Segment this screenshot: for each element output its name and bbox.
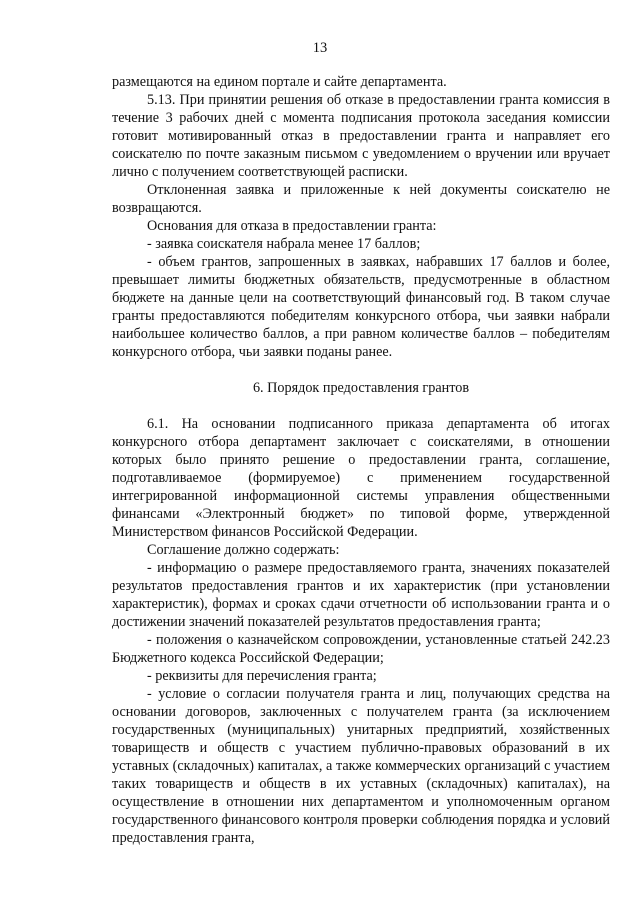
list-item: - заявка соискателя набрала менее 17 баллов; [147,236,421,252]
list-item: - условие о согласии получателя гранта и лиц, получающих средства на основании договоров, заключенных с получателем гранта (за исключением государственных (муниципальных) унитарных предприятий, хозяйственных товариществ и обществ с участием публично-правовых образований в их уставных (складочных) капиталах, а также коммерческих организаций с участием таких товариществ и обществ в их уставных (складочных) капиталах), на осуществление в отношении них департаментом и уполномоченным органом государственного финансового контроля проверки соблюдения порядка и условий предоставления гранта, [112,686,610,846]
paragraph: Основания для отказа в предоставлении гранта: [147,218,437,234]
paragraph: Отклоненная заявка и приложенные к ней документы соискателю не возвращаются. [112,182,610,216]
list-item: - информацию о размере предоставляемого гранта, значениях показателей результатов предоставления грантов и их характеристик (при установлении характеристик), формах и сроках сдачи отчетности об использовании гранта и о достижении значений показателей результатов предоставления гранта; [112,560,610,630]
section-heading: 6. Порядок предоставления грантов [252,380,470,396]
page-number: 13 [312,40,328,56]
list-item: - реквизиты для перечисления гранта; [147,668,377,684]
paragraph: 6.1. На основании подписанного приказа департамента об итогах конкурсного отбора департамент заключает с соискателями, в отношении которых было принято решение о предоставлении гранта, соглашение, подготавливаемое (формируемое) с применением государственной интегрированной информационной системы управления общественными финансами «Электронный бюджет» по типовой форме, утвержденной Министерством финансов Российской Федерации. [112,416,610,540]
list-item: - положения о казначейском сопровождении, установленные статьей 242.23 Бюджетного кодекса Российской Федерации; [112,632,610,666]
paragraph: 5.13. При принятии решения об отказе в предоставлении гранта комиссия в течение 3 рабочих дней с момента подписания протокола заседания комиссии готовит мотивированный отказ в предоставлении гранта и направляет его соискателю по почте заказным письмом с уведомлением о вручении или вручает лично с получением соответствующей расписки. [112,92,610,180]
document-body [112,73,610,847]
paragraph: размещаются на едином портале и сайте департамента. [112,74,447,90]
list-item: - объем грантов, запрошенных в заявках, набравших 17 баллов и более, превышает лимиты бюджетных обязательств, предусмотренные в областном бюджете на данные цели на соответствующий финансовый год. В таком случае гранты предоставляются победителям конкурсного отбора, чьи заявки набрали наибольшее количество баллов, а при равном количестве баллов – победителям конкурсного отбора, чьи заявки поданы ранее. [112,254,610,360]
paragraph: Соглашение должно содержать: [147,542,340,558]
